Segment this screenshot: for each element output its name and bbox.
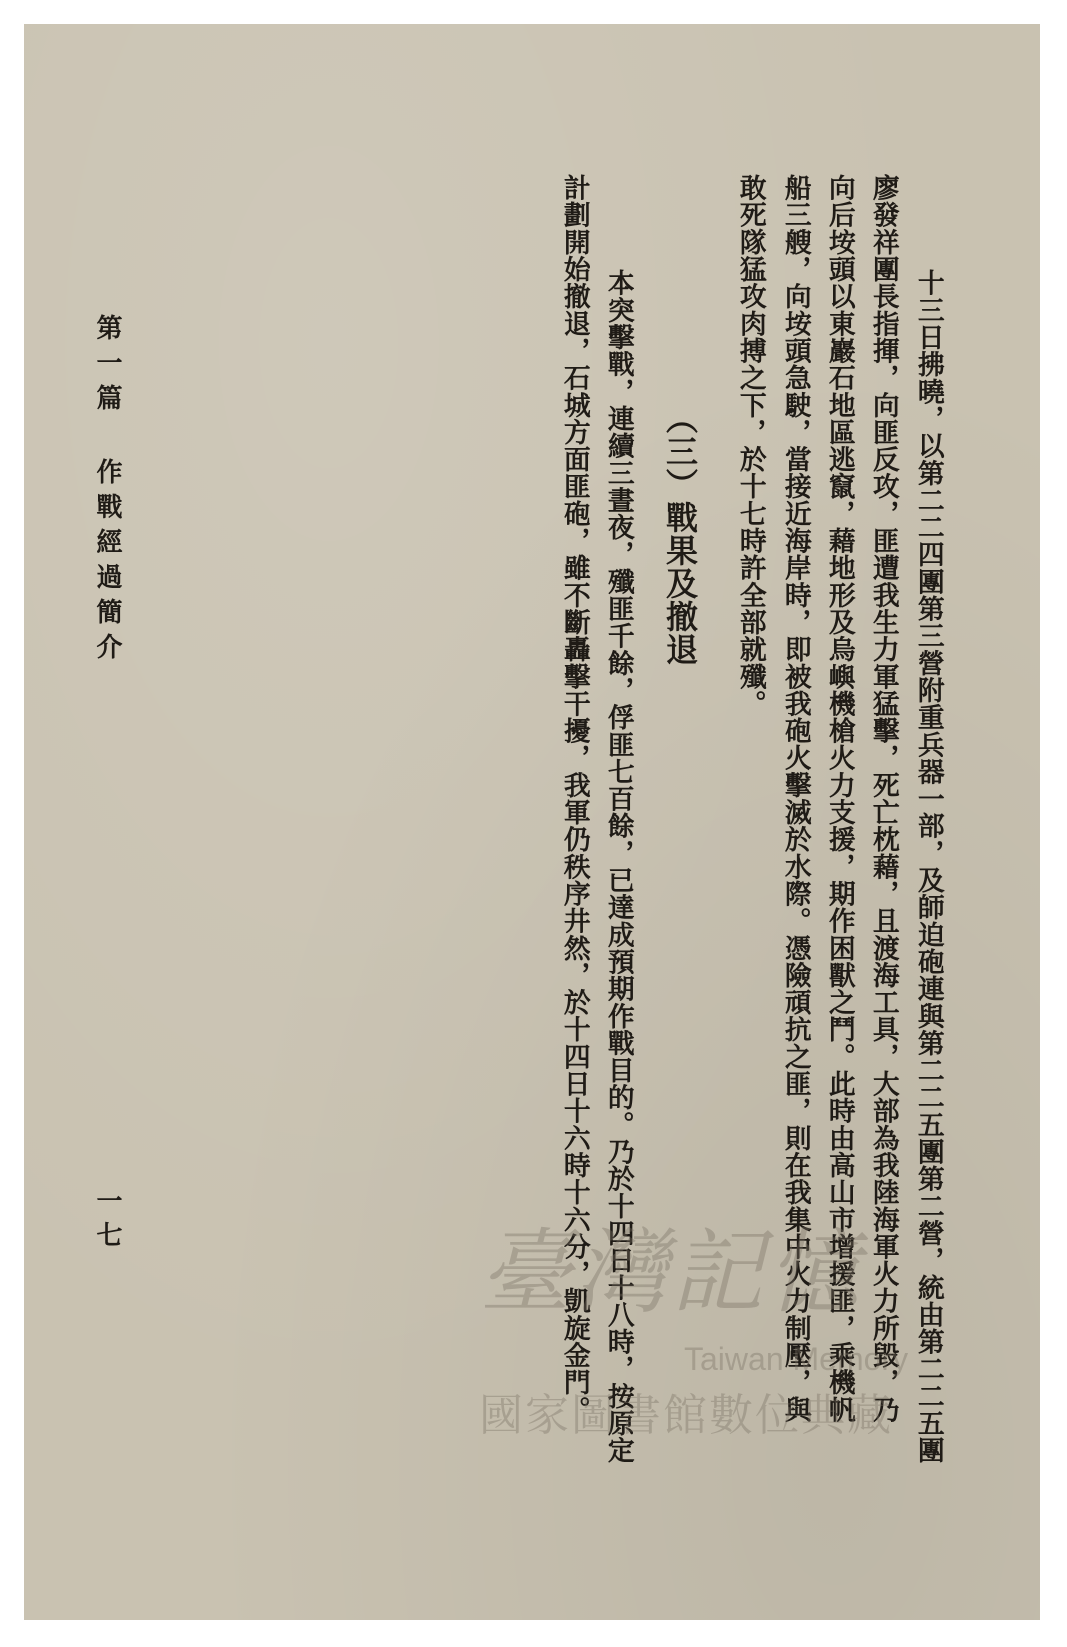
watermark-main-text: 臺灣記憶 xyxy=(479,1219,864,1326)
paragraph-1-line-1: 十三日拂曉，以第二二四團第三營附重兵器一部，及師迫砲連與第二二五團第二營，統由第二二五團 xyxy=(912,242,944,1464)
paragraph-2-line-1: 本突擊戰，連續三晝夜，殲匪千餘，俘匪七百餘，已達成預期作戰目的。乃於十四日十八時，按原定 xyxy=(602,242,634,1464)
section-heading: （三）戰果及撤退 xyxy=(661,402,699,666)
paragraph-1-line-4: 船三艘，向垵頭急駛，當接近海岸時，即被我砲火擊滅於水際。憑險頑抗之匪，則在我集中火力制壓，與 xyxy=(779,174,811,1423)
paragraph-1-line-5: 敢死隊猛攻肉搏之下，於十七時許全部就殲。 xyxy=(734,174,766,717)
paragraph-1-line-3: 向后垵頭以東巖石地區逃竄，藉地形及烏嶼機槍火力支援，期作困獸之鬥。此時由高山市增援匪，乘機帆 xyxy=(823,174,855,1423)
paragraph-2-line-2: 計劃開始撤退，石城方面匪砲，雖不斷轟擊干擾，我軍仍秩序井然，於十四日十六時十六分，凱旋金門。 xyxy=(558,174,590,1423)
running-head: 第一篇 作戰經過簡介 xyxy=(92,314,122,668)
paragraph-1-line-2: 廖發祥團長指揮，向匪反攻，匪遭我生力軍猛擊，死亡枕藉，且渡海工具，大部為我陸海軍火力所毀，乃 xyxy=(867,174,899,1423)
watermark-sub-text: 國家圖書館數位典藏 xyxy=(479,1390,893,1441)
page-number: 一七 xyxy=(92,1187,122,1255)
scanned-page xyxy=(24,24,1040,1620)
watermark-english-text: Taiwan Memory xyxy=(684,1341,909,1377)
library-watermark xyxy=(479,1199,979,1459)
